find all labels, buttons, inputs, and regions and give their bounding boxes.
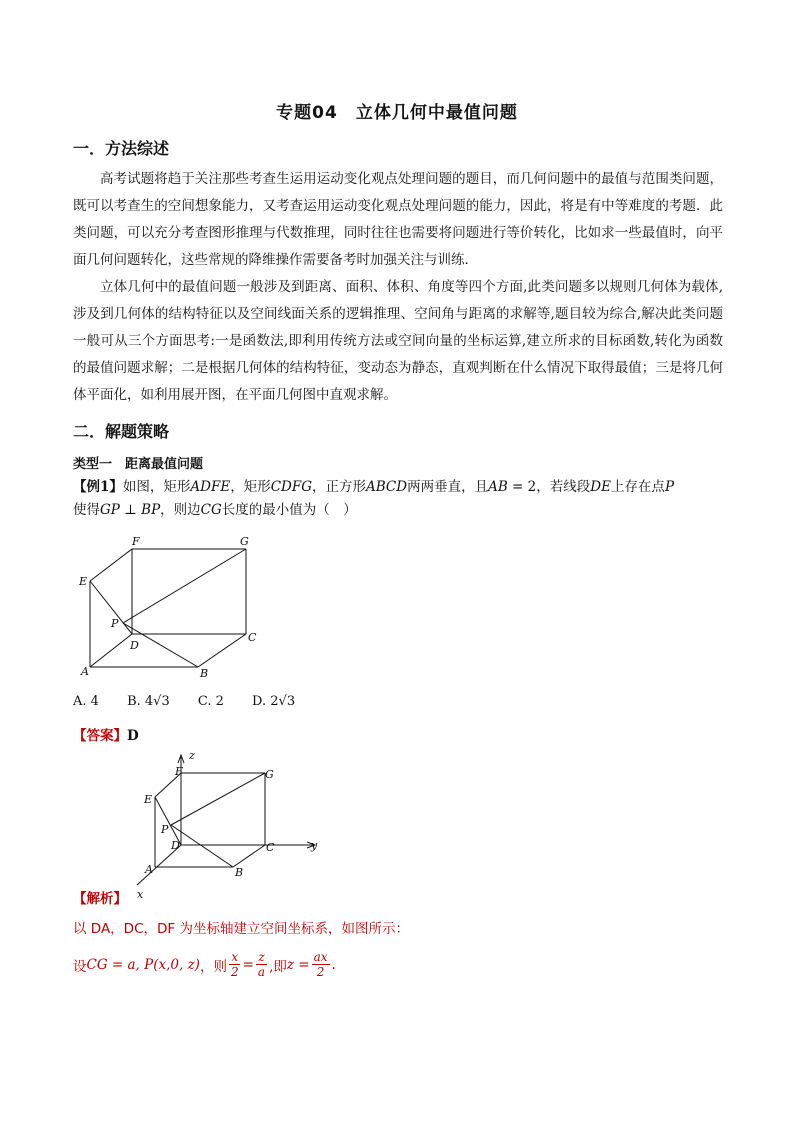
q-text: ，正方形	[312, 479, 367, 495]
option-a[interactable]: A. 4	[73, 694, 99, 709]
formula-text: 设	[73, 958, 87, 975]
analysis-label: 【解析】	[73, 891, 127, 907]
label-d: D	[171, 839, 180, 852]
analysis-line1: 以 DA，DC，DF 为坐标轴建立空间坐标系，如图所示：	[73, 921, 409, 937]
example-label: 【例1】	[73, 479, 123, 495]
q-var: P	[664, 479, 675, 495]
q-text: ⊥	[119, 502, 142, 518]
formula-expr: z =	[286, 956, 310, 973]
option-d[interactable]: D. 2√3	[252, 694, 296, 709]
formula-eq: =	[242, 956, 254, 973]
label-x: x	[137, 888, 144, 900]
label-p: P	[161, 823, 169, 836]
frac-num: z	[258, 950, 265, 964]
q-text: 如图，矩形	[122, 479, 191, 495]
section-heading-strategy: 二．解题策略	[73, 422, 170, 441]
fraction-ax-over-2	[312, 950, 330, 979]
q-var: AB	[488, 479, 508, 495]
answer-label: 【答案】	[73, 728, 127, 744]
q-text: = 2	[507, 479, 537, 495]
section-heading-method: 一．方法综述	[73, 139, 170, 158]
segment-pg	[171, 773, 265, 825]
q-text: 上存在点	[610, 479, 665, 495]
label-z: z	[189, 749, 195, 762]
label-f: F	[132, 535, 140, 548]
figure-coordinate-diagram	[125, 745, 325, 900]
label-g: G	[265, 768, 274, 781]
fraction-z-over-a	[256, 950, 267, 979]
q-text: ，则边	[160, 502, 201, 518]
label-c: C	[266, 841, 275, 854]
frac-num: ax	[313, 950, 328, 964]
frac-num: x	[231, 950, 239, 964]
q-text: ，矩形	[230, 479, 271, 495]
page-title: 专题04 立体几何中最值问题	[276, 103, 518, 123]
segment-pg	[123, 549, 246, 623]
answer-line	[73, 724, 139, 744]
label-b: B	[235, 866, 244, 879]
option-c[interactable]: C. 2	[197, 694, 224, 709]
label-e: E	[79, 575, 88, 588]
label-b: B	[200, 667, 209, 680]
label-a: A	[81, 665, 89, 678]
q-text: ，若线段	[536, 479, 591, 495]
formula-text: ,即	[269, 958, 287, 975]
label-y: y	[311, 839, 318, 852]
frac-den: 2	[316, 965, 325, 979]
q-text: 长度的最小值为（ ）	[221, 502, 357, 518]
label-e: E	[144, 793, 153, 806]
q-text: 两两垂直，且	[407, 479, 489, 495]
label-f: F	[175, 765, 183, 778]
example-question	[73, 476, 733, 522]
q-var: DE	[590, 479, 611, 495]
q-var: ABCD	[366, 479, 408, 495]
formula-expr: CG = a, P(x,0, z)	[86, 956, 200, 973]
edge-ad	[90, 634, 132, 667]
label-g: G	[240, 535, 249, 548]
formula-dot: .	[331, 956, 336, 973]
fraction-x-over-2	[229, 950, 241, 979]
type-heading: 类型一 距离最值问题	[73, 457, 204, 472]
figure-box-diagram	[70, 533, 270, 683]
answer-options	[73, 694, 319, 709]
edge-bc	[233, 845, 265, 867]
label-a: A	[145, 863, 153, 876]
q-var: CG	[200, 502, 222, 518]
segment-ed	[155, 797, 181, 845]
analysis-formula	[73, 950, 336, 979]
method-overview	[73, 166, 723, 409]
formula-text: ，则	[199, 958, 227, 975]
q-var: ADFE	[190, 479, 231, 495]
option-b[interactable]: B. 4√3	[127, 694, 170, 709]
overview-paragraph-1: 高考试题将趋于关注那些考查生运用运动变化观点处理问题的题目，而几何问题中的最值与范围类问题，既可以考查生的空间想象能力，又考查运用运动变化观点处理问题的能力，因此，将是有中等难度的考题．此类问题，可以充分考查图形推理与代数推理，同时往往也需要将问题进行等价转化，比如求一些最值时，向平面几何问题转化，这些常规的降维操作需要备考时加强关注与训练．	[73, 171, 723, 268]
q-var: BP	[141, 502, 161, 518]
overview-paragraph-2: 立体几何中的最值问题一般涉及到距离、面积、体积、角度等四个方面,此类问题多以规则几何体为载体,涉及到几何体的结构特征以及空间线面关系的逻辑推理、空间角与距离的求解等,题目较为综合,解决此类问题一般可从三个方面思考:一是函数法,即利用传统方法或空间向量的坐标运算,建立所求的目标函数,转化为函数的最值问题求解；二是根据几何体的结构特征，变动态为静态，直观判断在什么情况下取得最值；三是将几何体平面化，如利用展开图，在平面几何图中直观求解。	[73, 279, 723, 403]
answer-value: D	[127, 728, 139, 744]
q-var: CDFG	[270, 479, 313, 495]
frac-den: a	[257, 965, 266, 979]
frac-den: 2	[230, 965, 239, 979]
edge-fe	[90, 549, 132, 581]
label-c: C	[248, 631, 257, 644]
label-p: P	[111, 617, 119, 630]
q-var: GP	[100, 502, 120, 518]
label-d: D	[130, 639, 139, 652]
q-text: 使得	[73, 502, 100, 518]
edge-bc	[198, 634, 246, 667]
